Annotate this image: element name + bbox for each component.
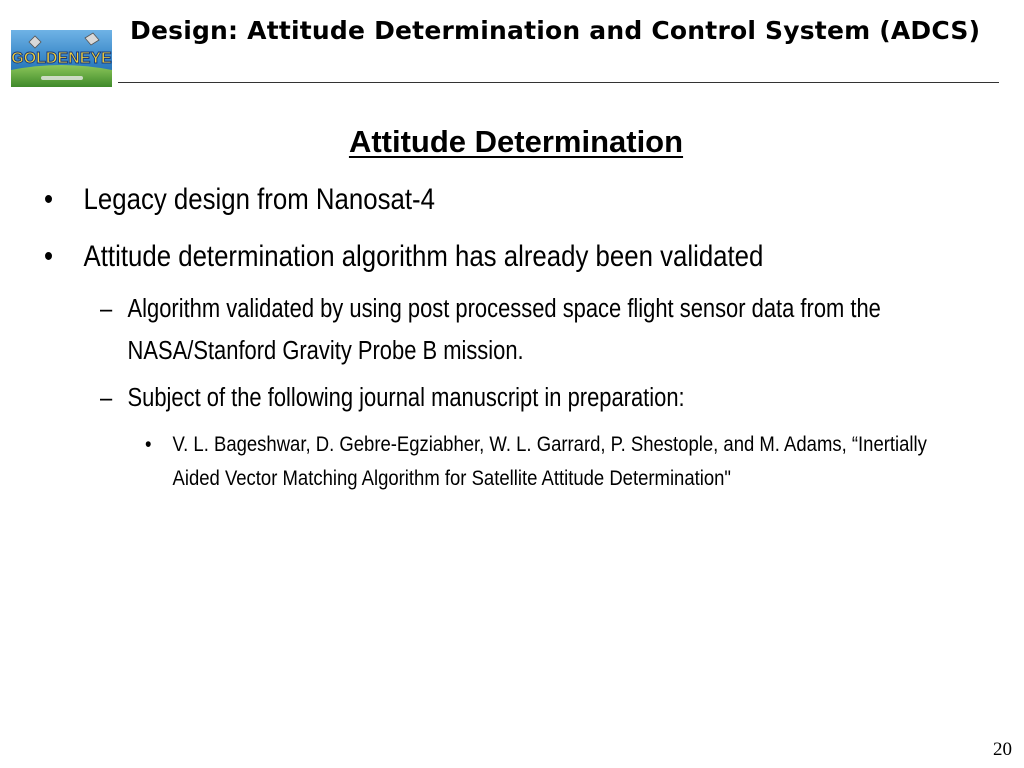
bullet-marker: •: [44, 240, 54, 273]
reference-text: V. L. Bageshwar, D. Gebre-Egziabher, W. L. Garrard, P. Shestople, and M. Adams, “Inertially Aided Vector Matching Algorithm for Satellite Attitude Determination": [172, 432, 927, 490]
sub-bullet-text: Algorithm validated by using post processed space flight sensor data from the NASA/Stanford Gravity Probe B mission.: [127, 295, 881, 365]
sub-bullet-marker: –: [100, 295, 113, 323]
reference-marker: •: [145, 432, 152, 456]
bullet-text: Attitude determination algorithm has already been validated: [83, 240, 764, 273]
section-heading: Attitude Determination: [348, 124, 684, 159]
bullet-text: Legacy design from Nanosat-4: [83, 183, 435, 216]
sub-bullet-marker: –: [100, 384, 113, 412]
slide-title: Design: Attitude Determination and Control System (ADCS): [130, 16, 981, 45]
logo-wordmark: GOLDENEYE: [11, 50, 112, 67]
page-number: 20: [993, 739, 1012, 760]
sub-bullet-text: Subject of the following journal manuscript in preparation:: [127, 384, 685, 412]
bullet-marker: •: [44, 183, 54, 216]
